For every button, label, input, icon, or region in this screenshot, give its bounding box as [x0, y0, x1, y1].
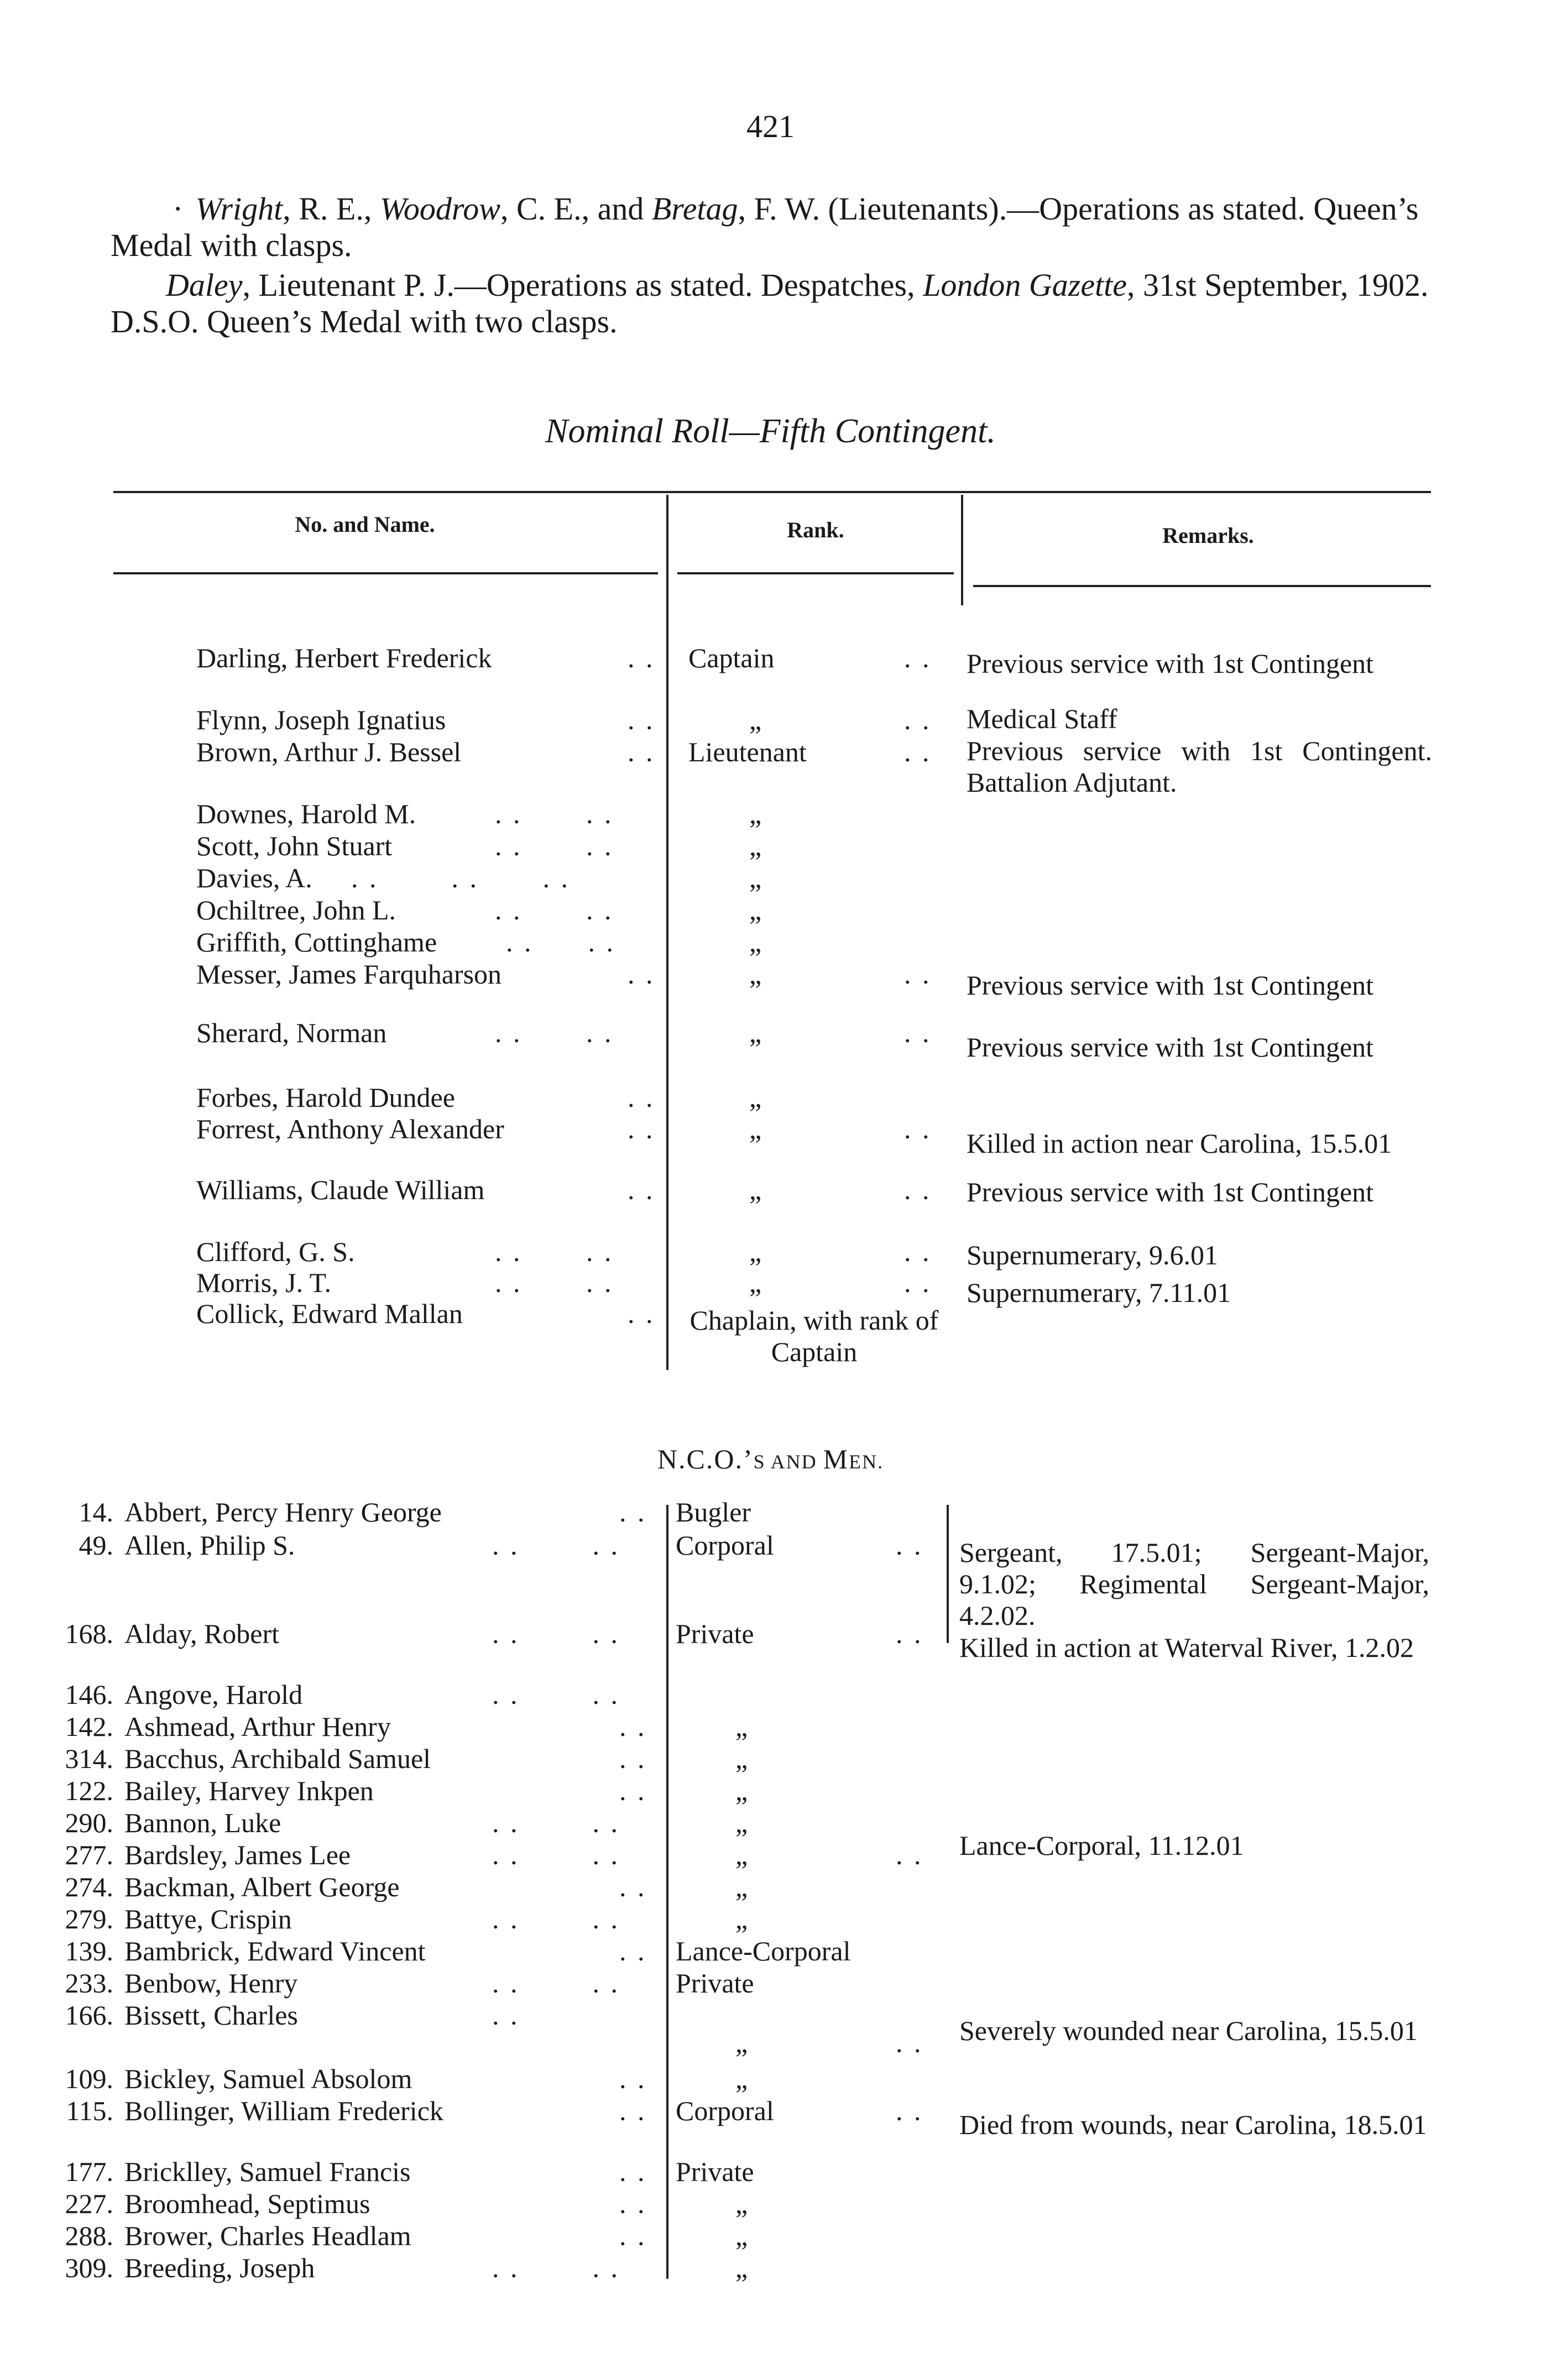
leader-dots: . . . . — [495, 895, 614, 925]
officer-rank: „ — [749, 830, 762, 861]
man-name: Angove, Harold — [124, 1679, 303, 1710]
leader-dots: . . — [896, 1839, 923, 1870]
service-number: 109. — [65, 2063, 113, 2094]
leader-dots: . . — [619, 2188, 647, 2219]
service-number: 288. — [65, 2220, 113, 2251]
man-remark: Sergeant, 17.5.01; Sergeant-Major, 9.1.02; Regimental Sergeant-Major, 4.2.02. — [959, 1537, 1429, 1631]
man-remark: Lance-Corporal, 11.12.01 — [959, 1830, 1244, 1861]
man-name: Brower, Charles Headlam — [124, 2220, 411, 2251]
service-number: 146. — [65, 1679, 113, 1710]
officer-name: Clifford, G. S. — [196, 1236, 355, 1267]
leader-dots: . . . . — [492, 1807, 620, 1838]
officer-rank: „ — [749, 895, 762, 925]
officer-remark: Supernumerary, 7.11.01 — [967, 1277, 1231, 1308]
intro-paragraph-1: · Wright, R. E., Woodrow, C. E., and Bretag, F. W. (Lieutenants).—Operations as stated. Queen’s Medal with clasps. — [111, 191, 1449, 264]
table-row — [61, 1495, 1438, 1529]
man-name: Benbow, Henry — [124, 1968, 298, 1999]
man-remark: Died from wounds, near Carolina, 18.5.01 — [959, 2109, 1427, 2140]
man-rank: „ — [735, 1871, 748, 1902]
officer-remark: Medical Staff — [967, 703, 1117, 734]
service-number: 290. — [65, 1807, 113, 1838]
man-name: Bacchus, Archibald Samuel — [124, 1743, 431, 1774]
man-name: Bannon, Luke — [124, 1807, 281, 1838]
leader-dots: . . — [904, 1113, 932, 1144]
officer-name: Collick, Edward Mallan — [196, 1298, 463, 1329]
table-row — [61, 2187, 1438, 2220]
service-number: 279. — [65, 1903, 113, 1934]
leader-dots: . . . . — [495, 798, 614, 829]
man-name: Allen, Philip S. — [124, 1530, 295, 1561]
service-number: 233. — [65, 1968, 113, 1999]
leader-dots: . . . . — [492, 1968, 620, 1999]
table-row — [61, 1870, 1438, 1903]
man-rank: Private — [676, 1618, 754, 1649]
leader-dots: . . — [619, 1743, 647, 1774]
officer-name: Darling, Herbert Frederick — [196, 642, 492, 673]
leader-dots: . . — [628, 1174, 655, 1205]
officer-name: Messer, James Farquharson — [196, 959, 502, 990]
table-row — [61, 1774, 1438, 1807]
leader-dots: . . — [619, 1497, 647, 1528]
table-row — [61, 2155, 1438, 2188]
man-name: Bickley, Samuel Absolom — [124, 2063, 412, 2094]
leader-dots: . . — [904, 704, 932, 735]
man-rank: „ — [735, 1807, 748, 1838]
man-name: Breeding, Joseph — [124, 2252, 315, 2283]
leader-dots: . . — [619, 2095, 647, 2126]
service-number: 115. — [66, 2095, 113, 2126]
officer-name: Griffith, Cottinghame — [196, 927, 437, 958]
header-remarks: Remarks. — [1162, 523, 1254, 548]
man-name: Bissett, Charles — [124, 2000, 298, 2031]
service-number: 14. — [79, 1497, 113, 1528]
officer-name: Scott, John Stuart — [196, 830, 393, 861]
table-row — [61, 1710, 1438, 1743]
man-name: Abbert, Percy Henry George — [124, 1497, 442, 1528]
table-row — [196, 925, 1435, 959]
man-rank: Corporal — [676, 2095, 774, 2126]
officer-name: Forbes, Harold Dundee — [196, 1082, 455, 1113]
officer-name: Davies, A. — [196, 862, 312, 893]
officer-rank: Chaplain, with rank of Captain — [689, 1305, 939, 1367]
leader-dots: . . . . — [495, 1267, 614, 1298]
table-row — [196, 893, 1435, 927]
man-rank: „ — [735, 2063, 748, 2094]
header-rank: Rank. — [787, 517, 844, 542]
officer-name: Ochiltree, John L. — [196, 895, 396, 925]
officer-remark: Killed in action near Carolina, 15.5.01 — [967, 1128, 1392, 1159]
leader-dots: . . — [628, 704, 655, 735]
leader-dots: . . — [904, 1267, 932, 1298]
man-name: Battye, Crispin — [124, 1903, 292, 1934]
table-row — [196, 861, 1435, 895]
man-name: Alday, Robert — [124, 1618, 280, 1649]
man-name: Bricklley, Samuel Francis — [124, 2156, 411, 2187]
service-number: 309. — [65, 2252, 113, 2283]
officer-name: Flynn, Joseph Ignatius — [196, 704, 446, 735]
officer-rank: „ — [749, 798, 762, 829]
leader-dots: . . — [628, 1113, 655, 1144]
service-number: 139. — [65, 1936, 113, 1966]
leader-dots: . . — [619, 1775, 647, 1806]
table-row — [61, 1902, 1438, 1936]
officer-rank: „ — [749, 959, 762, 990]
leader-dots: . . — [896, 1618, 923, 1649]
man-name: Bardsley, James Lee — [124, 1839, 351, 1870]
man-name: Bollinger, William Frederick — [124, 2095, 443, 2126]
man-rank: „ — [735, 2027, 748, 2058]
officer-rank: „ — [749, 927, 762, 958]
leader-dots: . . — [904, 1017, 932, 1048]
officer-remark: Previous service with 1st Contingent — [967, 1032, 1374, 1063]
man-rank: Private — [676, 1968, 754, 1999]
man-name: Bailey, Harvey Inkpen — [124, 1775, 374, 1806]
service-number: 314. — [65, 1743, 113, 1774]
service-number: 227. — [65, 2188, 113, 2219]
header-name: No. and Name. — [295, 512, 435, 537]
leader-dots: . . . . — [506, 927, 615, 958]
leader-dots: . . — [904, 1174, 932, 1205]
header-rule-rank — [677, 572, 954, 574]
officer-rank: „ — [749, 862, 762, 893]
leader-dots: . . — [628, 642, 655, 673]
table-row — [61, 2251, 1438, 2284]
officer-rank: Captain — [688, 642, 775, 673]
officer-remark: Previous service with 1st Contingent — [967, 970, 1374, 1001]
leader-dots: . . . . — [492, 1618, 620, 1649]
officer-rank: „ — [749, 1267, 762, 1298]
officer-rank: „ — [749, 1113, 762, 1144]
officer-name: Morris, J. T. — [196, 1267, 331, 1298]
man-rank: „ — [735, 2252, 748, 2283]
officer-remark: Supernumerary, 9.6.01 — [967, 1239, 1218, 1270]
officer-remark: Previous service with 1st Contingent. Battalion Adjutant. — [967, 735, 1432, 798]
service-number: 177. — [65, 2156, 113, 2187]
intro-notes — [111, 191, 1449, 340]
leader-dots: . . — [896, 2095, 923, 2126]
man-name: Broomhead, Septimus — [124, 2188, 370, 2219]
leader-dots: . . — [896, 1530, 923, 1561]
service-number: 49. — [79, 1530, 113, 1561]
man-rank: Private — [676, 2156, 754, 2187]
officer-name: Williams, Claude William — [196, 1174, 485, 1205]
table-row — [61, 1934, 1438, 1968]
leader-dots: . . — [492, 2000, 520, 2031]
column-divider-2 — [961, 495, 963, 605]
man-rank: „ — [735, 1743, 748, 1774]
leader-dots: . . . . — [492, 2252, 620, 2283]
table-row — [196, 1081, 1435, 1114]
leader-dots: . . — [628, 959, 655, 990]
service-number: 142. — [65, 1711, 113, 1742]
man-name: Ashmead, Arthur Henry — [124, 1711, 391, 1742]
header-rule-remarks — [973, 585, 1431, 587]
page-number: 421 — [746, 108, 795, 144]
leader-dots: . . — [619, 2220, 647, 2251]
service-number: 274. — [65, 1871, 113, 1902]
table-top-rule — [113, 491, 1431, 493]
man-rank: „ — [735, 2188, 748, 2219]
officer-rank: „ — [749, 1017, 762, 1048]
officer-name: Forrest, Anthony Alexander — [196, 1113, 504, 1144]
officer-name: Downes, Harold M. — [196, 798, 416, 829]
leader-dots: . . — [628, 1082, 655, 1113]
service-number: 166. — [65, 2000, 113, 2031]
table-row — [61, 2062, 1438, 2095]
intro-paragraph-2: Daley, Lieutenant P. J.—Operations as stated. Despatches, London Gazette, 31st September, 1902. D.S.O. Queen’s Medal with two clasps. — [111, 267, 1429, 339]
man-name: Bambrick, Edward Vincent — [124, 1936, 426, 1966]
officer-name: Sherard, Norman — [196, 1017, 387, 1048]
leader-dots: . . — [904, 959, 932, 990]
leader-dots: . . . . — [492, 1679, 620, 1710]
man-rank: „ — [735, 1839, 748, 1870]
man-rank: Lance-Corporal — [676, 1936, 851, 1966]
table-row — [196, 829, 1435, 862]
table-row — [61, 1966, 1438, 2000]
man-remark: Severely wounded near Carolina, 15.5.01 — [959, 2015, 1418, 2046]
officer-remark: Previous service with 1st Contingent — [967, 648, 1374, 679]
leader-dots: . . . . — [495, 1236, 614, 1267]
man-name: Backman, Albert George — [124, 1871, 400, 1902]
leader-dots: . . — [896, 2027, 923, 2058]
service-number: 122. — [65, 1775, 113, 1806]
section-title: Nominal Roll—Fifth Contingent. — [545, 412, 996, 450]
leader-dots: . . — [904, 1236, 932, 1267]
man-rank: Corporal — [676, 1530, 774, 1561]
ncos-subheading: N.C.O.’S AND MEN. — [657, 1443, 884, 1474]
table-row — [196, 797, 1435, 830]
officer-rank: „ — [749, 704, 762, 735]
leader-dots: . . — [619, 1871, 647, 1902]
leader-dots: . . — [628, 736, 655, 767]
table-row — [61, 1742, 1438, 1775]
service-number: 277. — [65, 1839, 113, 1870]
leader-dots: . . . . — [492, 1530, 620, 1561]
man-rank: „ — [735, 2220, 748, 2251]
leader-dots: . . — [628, 1298, 655, 1329]
leader-dots: . . . . — [495, 830, 614, 861]
leader-dots: . . — [619, 1711, 647, 1742]
officer-rank: Lieutenant — [688, 736, 807, 767]
officer-rank: „ — [749, 1236, 762, 1267]
man-rank: „ — [735, 1903, 748, 1934]
man-rank: „ — [735, 1775, 748, 1806]
man-remark: Killed in action at Waterval River, 1.2.02 — [959, 1632, 1414, 1663]
officer-rank: „ — [749, 1082, 762, 1113]
leader-dots: . . . . — [492, 1839, 620, 1870]
leader-dots: . . — [904, 642, 932, 673]
header-rule-name — [113, 572, 658, 574]
leader-dots: . . . . — [495, 1017, 614, 1048]
service-number: 168. — [65, 1618, 113, 1649]
officer-remark: Previous service with 1st Contingent — [967, 1176, 1374, 1207]
table-row — [61, 1678, 1438, 1711]
table-row — [61, 2219, 1438, 2252]
man-rank: „ — [735, 1711, 748, 1742]
leader-dots: . . . . . . — [351, 862, 570, 893]
man-rank: Bugler — [676, 1497, 751, 1528]
leader-dots: . . . . — [492, 1903, 620, 1934]
leader-dots: . . — [619, 1936, 647, 1966]
officer-name: Brown, Arthur J. Bessel — [196, 736, 462, 767]
officer-rank: „ — [749, 1174, 762, 1205]
leader-dots: . . — [619, 2063, 647, 2094]
leader-dots: . . — [619, 2156, 647, 2187]
leader-dots: . . — [904, 736, 932, 767]
